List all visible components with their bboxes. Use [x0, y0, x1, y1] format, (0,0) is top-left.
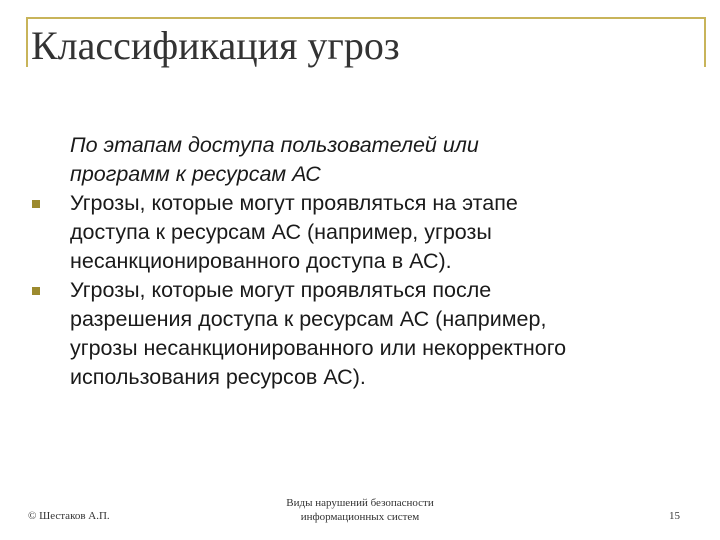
bullet-line: доступа к ресурсам АС (например, угрозы	[70, 220, 492, 244]
bullet-list	[0, 189, 720, 392]
footer-topic-line: Виды нарушений безопасности	[286, 497, 434, 509]
bullet-line: использования ресурсов АС).	[70, 365, 366, 389]
bullet-line: разрешения доступа к ресурсам АС (например,	[70, 307, 547, 331]
slide-content	[0, 131, 720, 392]
bullet-line: несанкционированного доступа в АС).	[70, 249, 452, 273]
square-bullet-icon	[32, 287, 40, 295]
bullet-item	[70, 189, 720, 276]
title-frame-top-border	[26, 17, 706, 19]
bullet-line: Угрозы, которые могут проявляться после	[70, 278, 492, 302]
subheading-line: программ к ресурсам АС	[70, 162, 321, 186]
bullet-line: Угрозы, которые могут проявляться на этапе	[70, 191, 518, 215]
slide-title: Классификация угроз	[31, 23, 400, 68]
subheading	[70, 131, 720, 189]
bullet-item	[70, 276, 720, 392]
title-frame-right-border	[704, 17, 706, 67]
footer-topic-line: информационных систем	[300, 511, 420, 523]
bullet-line: угрозы несанкционированного или некорректного	[70, 336, 567, 360]
subheading-line: По этапам доступа пользователей или	[70, 133, 479, 157]
page-number: 15	[669, 510, 680, 522]
footer-topic	[250, 496, 470, 524]
title-frame-left-border	[26, 17, 28, 67]
footer-author: © Шестаков А.П.	[28, 510, 110, 522]
square-bullet-icon	[32, 200, 40, 208]
